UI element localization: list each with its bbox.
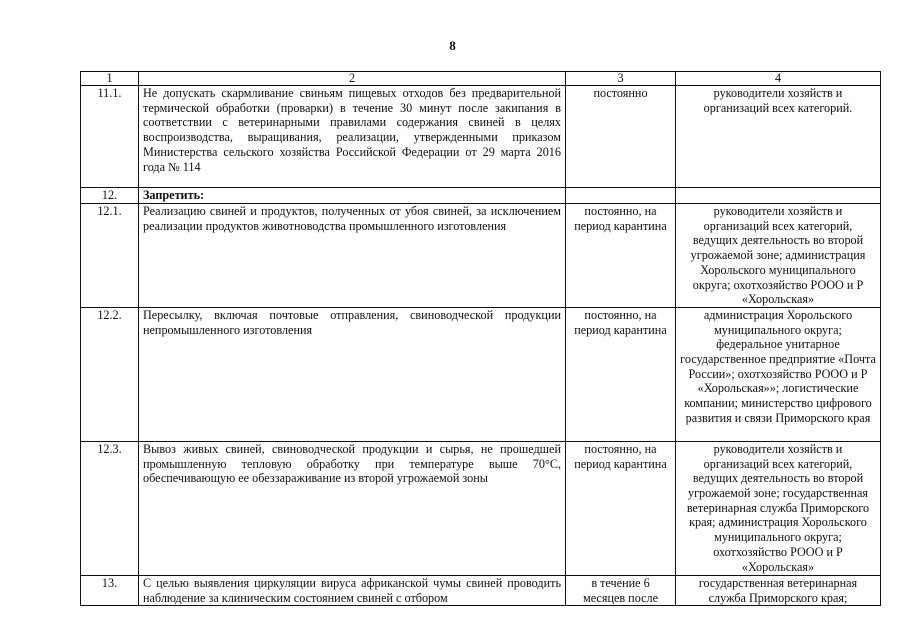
row-responsible: руководители хозяйств и организаций всех категорий, ведущих деятельность во второй угрожаемой зоне; государственная ветеринарная служба Приморского края; администрация Хорольского муниципального округа; охотхозяйство РООО и Р «Хорольская»	[676, 441, 881, 575]
header-col-3: 3	[566, 72, 676, 86]
row-term: постоянно, на период карантина	[566, 204, 676, 308]
row-measure-text: С целью выявления циркуляции вируса африканской чумы свиней проводить наблюдение за клиническим состоянием свиней с отбором	[139, 575, 566, 605]
table-row	[81, 188, 881, 204]
row-term: постоянно, на период карантина	[566, 441, 676, 575]
table-row	[81, 307, 881, 441]
row-responsible: администрация Хорольского муниципального округа; федеральное унитарное государственное предприятие «Почта России»; охотхозяйство РООО и Р «Хорольская»»; логистические компании; министерство цифрового развития и связи Приморского края	[676, 307, 881, 441]
row-number: 12.1.	[81, 204, 139, 308]
table-row	[81, 441, 881, 575]
row-term: постоянно, на период карантина	[566, 307, 676, 441]
row-number: 13.	[81, 575, 139, 605]
table-row	[81, 575, 881, 605]
row-term: постоянно	[566, 86, 676, 188]
row-term	[566, 188, 676, 204]
row-number: 11.1.	[81, 86, 139, 188]
row-term: в течение 6 месяцев после	[566, 575, 676, 605]
row-responsible: руководители хозяйств и организаций всех категорий.	[676, 86, 881, 188]
header-col-2: 2	[139, 72, 566, 86]
row-number: 12.2.	[81, 307, 139, 441]
page-number: 8	[449, 38, 456, 53]
table-row	[81, 204, 881, 308]
table-header-row	[81, 72, 881, 86]
row-measure-text: Не допускать скармливание свиньям пищевых отходов без предварительной термической обработки (проварки) в течение 30 минут после закипания в соответствии с ветеринарными правилами содержания свиней в целях воспроизводства, выращивания, реализации, утвержденными приказом Министерства сельского хозяйства Российской Федерации от 29 марта 2016 года № 114	[139, 86, 566, 188]
row-responsible: руководители хозяйств и организаций всех категорий, ведущих деятельность во второй угрожаемой зоне; администрация Хорольского муниципального округа; охотхозяйство РООО и Р «Хорольская»	[676, 204, 881, 308]
header-col-1: 1	[81, 72, 139, 86]
row-measure-text: Вывоз живых свиней, свиноводческой продукции и сырья, не прошедшей промышленную тепловую обработку при температуре выше 70°С, обеспечивающую ее обеззараживание из второй угрожаемой зоны	[139, 441, 566, 575]
measures-table	[80, 71, 881, 606]
header-col-4: 4	[676, 72, 881, 86]
row-measure-text: Реализацию свиней и продуктов, полученных от убоя свиней, за исключением реализации продуктов животноводства промышленного изготовления	[139, 204, 566, 308]
table-row	[81, 86, 881, 188]
row-number: 12.3.	[81, 441, 139, 575]
row-section-heading: Запретить:	[139, 188, 566, 204]
row-measure-text: Пересылку, включая почтовые отправления, свиноводческой продукции непромышленного изготовления	[139, 307, 566, 441]
row-number: 12.	[81, 188, 139, 204]
row-responsible	[676, 188, 881, 204]
row-responsible: государственная ветеринарная служба Приморского края;	[676, 575, 881, 605]
